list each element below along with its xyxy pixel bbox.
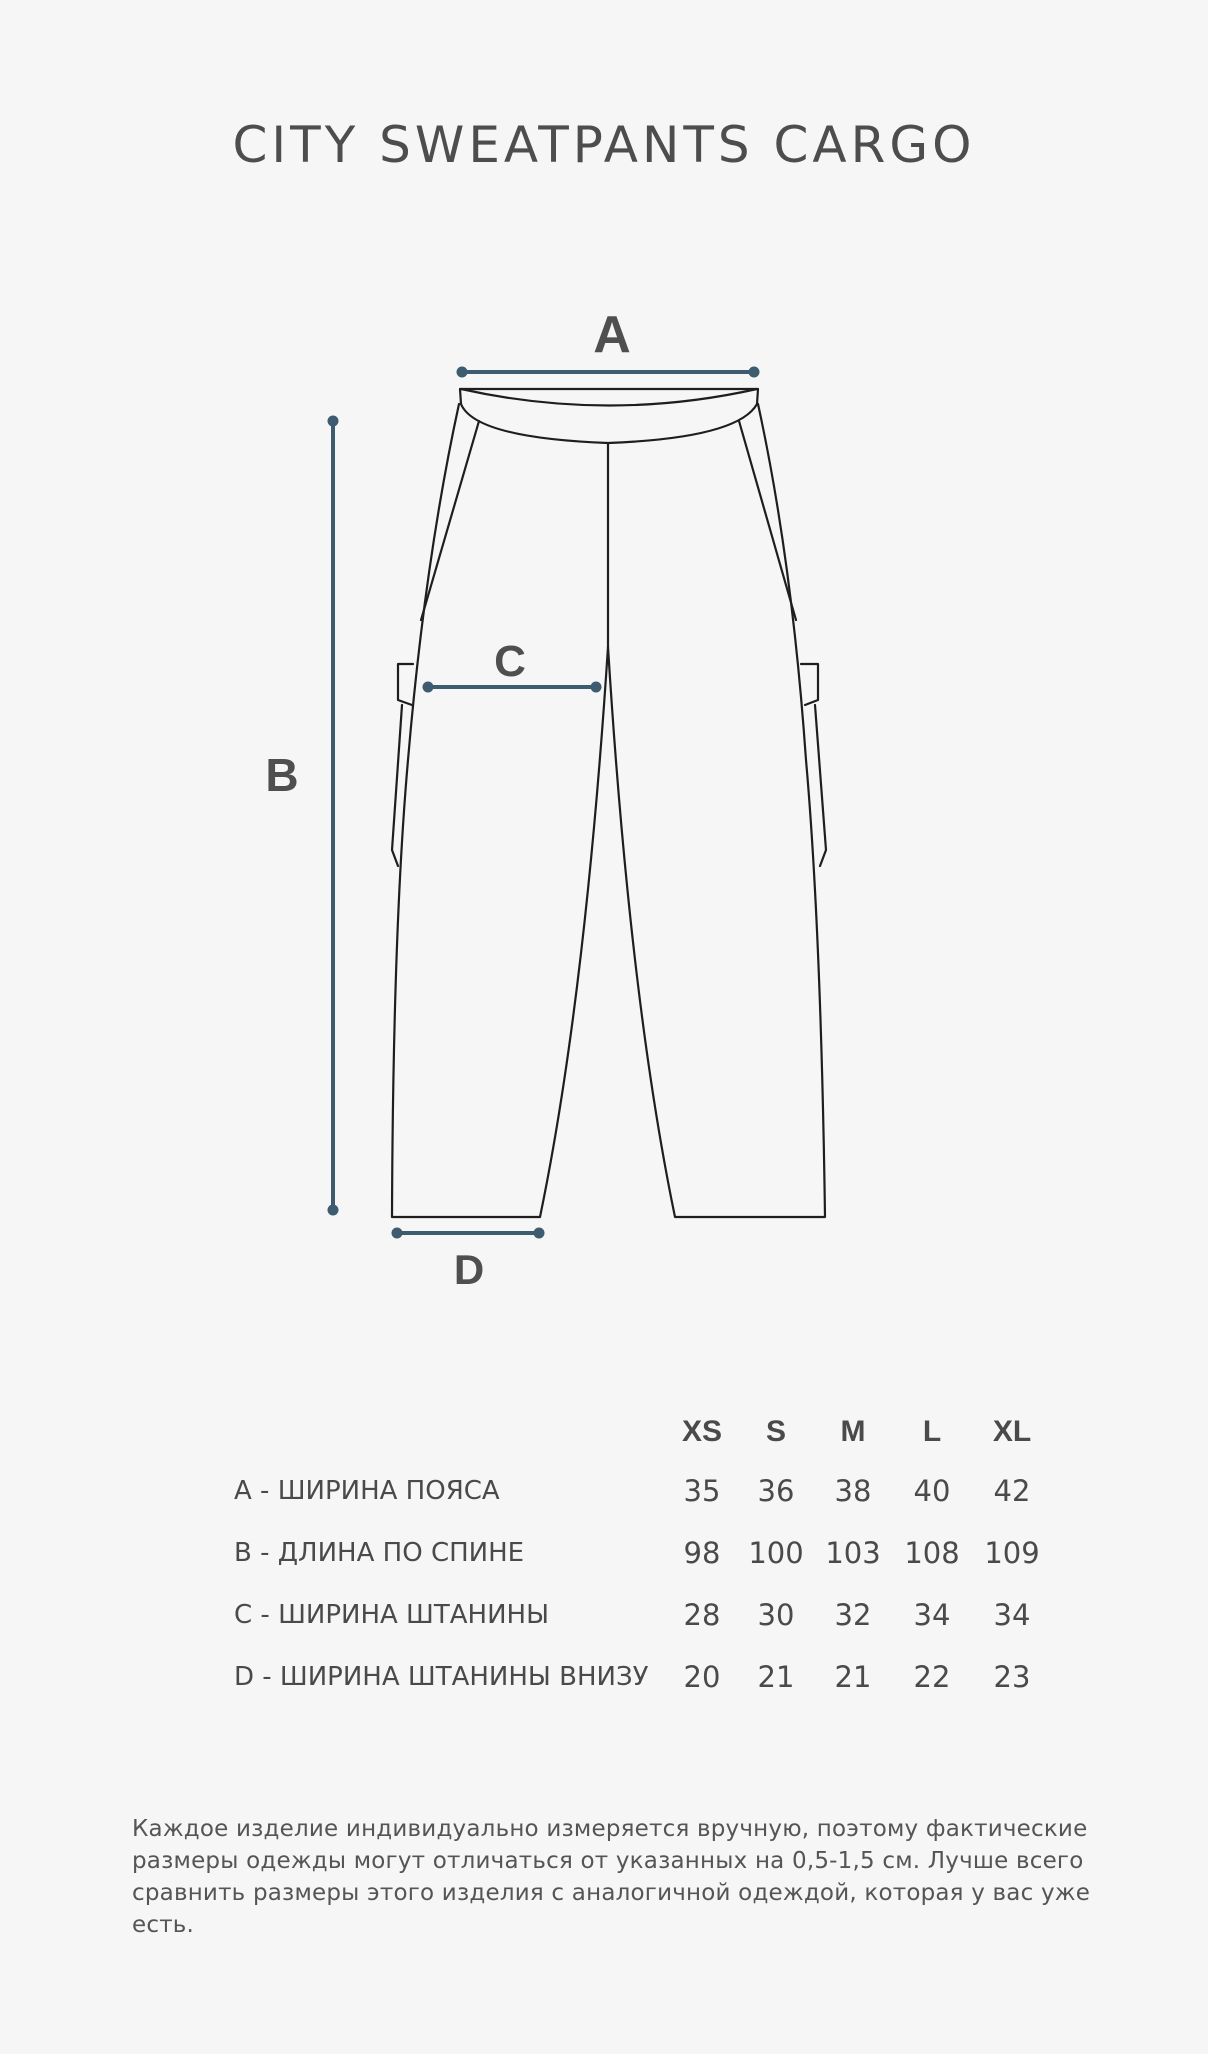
table-cell: 23 [993,1660,1031,1694]
right-cargo-pocket [801,664,826,866]
measure-dot [457,367,468,378]
row-label: B - ДЛИНА ПО СПИНЕ [234,1538,525,1568]
table-cell: 40 [913,1474,951,1508]
measure-dot [423,682,434,693]
size-header-xl: XL [992,1415,1032,1448]
measure-dot [392,1228,403,1239]
size-table [234,1404,1054,1708]
row-label: D - ШИРИНА ШТАНИНЫ ВНИЗУ [234,1662,649,1692]
table-cell: 34 [993,1598,1031,1632]
table-cell: 28 [683,1598,721,1632]
table-cell: 30 [757,1598,795,1632]
table-cell: 42 [993,1474,1031,1508]
size-header-empty [234,1404,664,1460]
label-a: A [593,306,631,364]
table-cell: 35 [683,1474,721,1508]
measure-dot [591,682,602,693]
row-label: A - ШИРИНА ПОЯСА [234,1476,500,1506]
size-header-m: M [840,1415,866,1448]
table-cell: 100 [748,1536,804,1570]
table-cell: 21 [757,1660,795,1694]
table-cell: 103 [825,1536,881,1570]
label-b: B [265,749,299,801]
size-header-s: S [765,1415,786,1448]
size-header-row [234,1404,1054,1460]
waistband-top-curve [461,389,757,406]
measure-dot [534,1228,545,1239]
measure-dot [328,416,339,427]
table-cell: 98 [683,1536,721,1570]
measurement-note: Каждое изделие индивидуально измеряется вручную, поэтому фактические размеры одежды могут отличаться от указанных на 0,5-1,5 см. Лучше всего сравнить размеры этого изделия с аналогичной одеждой, которая у вас уже есть. [132,1816,1091,1938]
table-cell: 20 [683,1660,721,1694]
table-cell: 109 [984,1536,1040,1570]
table-row [234,1584,1054,1646]
measure-dot [749,367,760,378]
label-d: D [453,1246,485,1293]
page-title: CITY SWEATPANTS CARGO [232,116,976,174]
size-header-xs: XS [681,1415,723,1448]
table-row [234,1646,1054,1708]
table-cell: 36 [757,1474,795,1508]
table-row [234,1522,1054,1584]
table-cell: 32 [834,1598,872,1632]
right-outer-seam [608,404,825,1217]
table-row [234,1460,1054,1522]
table-cell: 38 [834,1474,872,1508]
row-label: C - ШИРИНА ШТАНИНЫ [234,1600,550,1630]
measure-dot [328,1205,339,1216]
table-cell: 34 [913,1598,951,1632]
table-cell: 22 [913,1660,951,1694]
label-c: C [494,637,526,686]
left-outer-seam [392,404,608,1217]
table-cell: 108 [904,1536,960,1570]
size-header-l: L [922,1415,942,1448]
pants-outline [392,389,826,1217]
table-cell: 21 [834,1660,872,1694]
